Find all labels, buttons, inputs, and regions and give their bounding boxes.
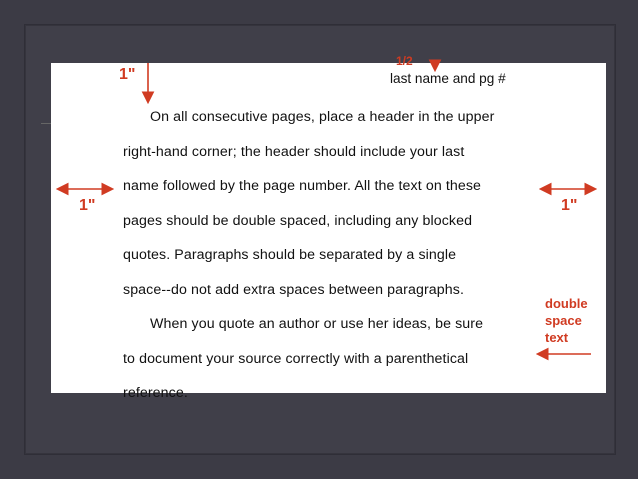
document-line-8: to document your source correctly with a parenthetical	[123, 351, 469, 367]
document-line-5: quotes. Paragraphs should be separated by a single	[123, 247, 457, 263]
annotation-arrows	[51, 63, 606, 393]
document-line-4: pages should be double spaced, including any blocked	[123, 213, 473, 229]
left-margin-label: 1"	[79, 197, 96, 214]
document-line-2: right-hand corner; the header should include your last	[123, 144, 465, 160]
double-space-word-3: text	[545, 330, 569, 345]
top-margin-label: 1"	[119, 66, 136, 83]
document-line-6: space--do not add extra spaces between paragraphs.	[123, 282, 464, 298]
document-line-9: reference.	[123, 385, 188, 401]
divider-line	[41, 123, 51, 124]
half-inch-label: 1/2	[396, 54, 413, 68]
double-space-word-1: double	[545, 296, 588, 311]
document-line-7: When you quote an author or use her ideas, be sure	[150, 316, 484, 332]
right-margin-label: 1"	[561, 197, 578, 214]
document-page	[51, 54, 606, 401]
document-line-1: On all consecutive pages, place a header in the upper	[150, 109, 495, 125]
document-line-3: name followed by the page number. All the text on these	[123, 178, 482, 194]
double-space-word-2: space	[545, 313, 582, 328]
header-note: last name and pg #	[390, 71, 506, 86]
